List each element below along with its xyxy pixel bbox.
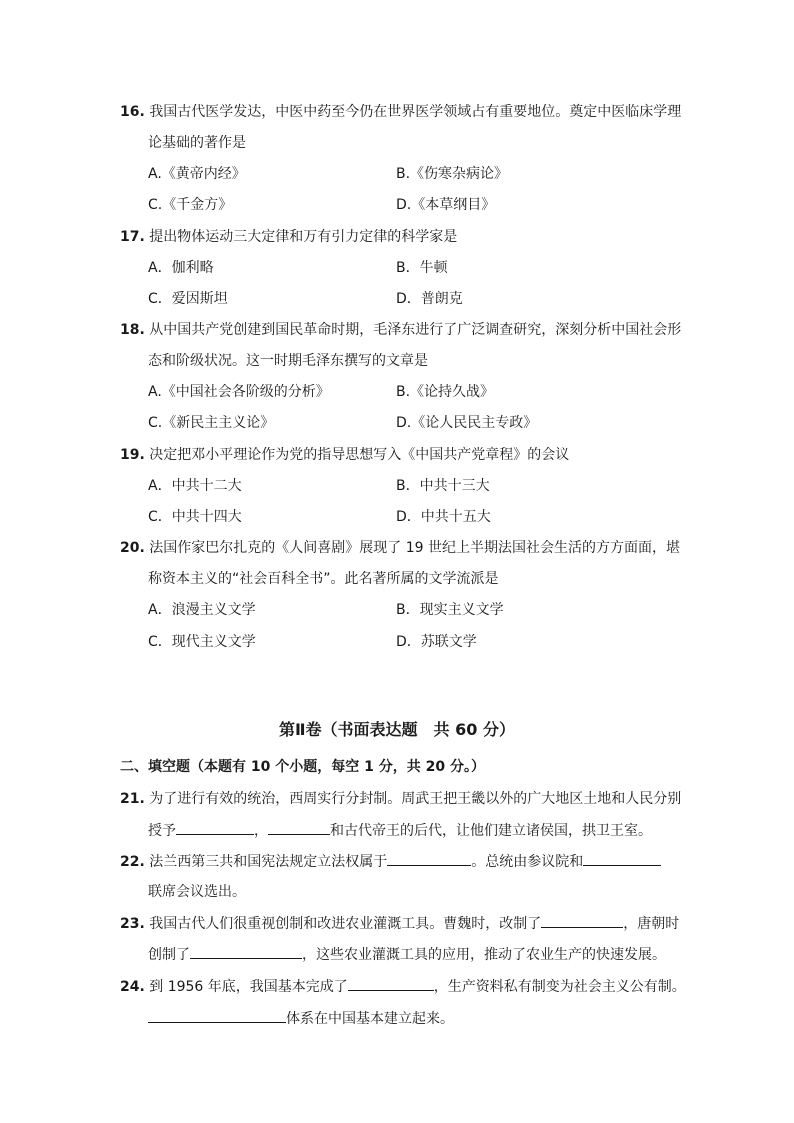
option-a: A．伽利略 xyxy=(148,260,214,276)
stem-text: ，唐朝时 xyxy=(623,916,680,932)
option-d: D.《论人民民主专政》 xyxy=(396,415,538,431)
question-number: 17. xyxy=(120,229,145,245)
answer-blank[interactable] xyxy=(148,1008,286,1023)
stem-text: 到 1956 年底，我国基本完成了 xyxy=(149,979,348,995)
stem-text: 和古代帝王的后代，让他们建立诸侯国，拱卫王室。 xyxy=(330,823,652,839)
question-stem-continued: 联席会议选出。 xyxy=(148,884,246,900)
option-d: D．苏联文学 xyxy=(396,634,477,650)
section-heading: 二、填空题（本题有 10 个小题，每空 1 分，共 20 分。） xyxy=(120,759,485,775)
question-stem: 我国古代医学发达，中医中药至今仍在世界医学领域占有重要地位。奠定中医临床学理 xyxy=(149,104,682,120)
option-d: D.《本草纲目》 xyxy=(396,197,496,213)
option-b: B．中共十三大 xyxy=(396,478,490,494)
option-d: D．普朗克 xyxy=(396,291,463,307)
option-b: B．现实主义文学 xyxy=(396,602,504,618)
question-stem: 法国作家巴尔扎克的《人间喜剧》展现了 19 世纪上半期法国社会生活的方方面面，堪 xyxy=(149,540,680,556)
part-2-title: 第Ⅱ卷（书面表达题 共 60 分） xyxy=(279,720,515,739)
question-stem: 决定把邓小平理论作为党的指导思想写入《中国共产党章程》的会议 xyxy=(149,447,570,463)
option-b: B．牛顿 xyxy=(396,260,448,276)
stem-text: 体系在中国基本建立起来。 xyxy=(286,1011,454,1027)
question-stem-continued: 态和阶级状况。这一时期毛泽东撰写的文章是 xyxy=(148,353,428,369)
question-number: 16. xyxy=(120,104,145,120)
answer-blank[interactable] xyxy=(583,851,661,866)
question-number: 21. xyxy=(120,791,145,807)
option-c: C.《新民主主义论》 xyxy=(148,415,275,431)
answer-blank[interactable] xyxy=(541,913,623,928)
question-number: 23. xyxy=(120,916,145,932)
question-number: 19. xyxy=(120,447,145,463)
question-number: 22. xyxy=(120,854,145,870)
stem-text: ，生产资料私有制变为社会主义公有制。 xyxy=(433,979,686,995)
answer-blank[interactable] xyxy=(387,851,471,866)
stem-text: 授予 xyxy=(148,823,176,839)
stem-text: ，这些农业灌溉工具的应用，推动了农业生产的快速发展。 xyxy=(302,947,666,963)
question-stem: 提出物体运动三大定律和万有引力定律的科学家是 xyxy=(149,229,458,245)
stem-text: 。总统由参议院和 xyxy=(471,854,584,870)
question-number: 20. xyxy=(120,540,145,556)
option-c: C．中共十四大 xyxy=(148,509,242,525)
option-a: A.《黄帝内经》 xyxy=(148,166,246,182)
answer-blank[interactable] xyxy=(268,820,330,835)
question-stem-continued: 称资本主义的“社会百科全书”。此名著所属的文学流派是 xyxy=(148,571,499,587)
answer-blank[interactable] xyxy=(190,944,302,959)
question-number: 24. xyxy=(120,979,145,995)
option-c: C．爱因斯坦 xyxy=(148,291,228,307)
stem-text: 我国古代人们很重视创制和改进农业灌溉工具。曹魏时，改制了 xyxy=(149,916,542,932)
question-stem-continued: 论基础的著作是 xyxy=(148,135,246,151)
option-a: A．中共十二大 xyxy=(148,478,242,494)
stem-text: 创制了 xyxy=(148,947,190,963)
option-b: B.《伤寒杂病论》 xyxy=(396,166,509,182)
question-stem: 为了进行有效的统治，西周实行分封制。周武王把王畿以外的广大地区土地和人民分别 xyxy=(149,791,682,807)
stem-text: ， xyxy=(254,823,268,839)
answer-blank[interactable] xyxy=(176,820,254,835)
option-c: C．现代主义文学 xyxy=(148,634,256,650)
option-d: D．中共十五大 xyxy=(396,509,491,525)
option-a: A.《中国社会各阶级的分析》 xyxy=(148,384,330,400)
option-c: C.《千金方》 xyxy=(148,197,233,213)
option-a: A．浪漫主义文学 xyxy=(148,602,256,618)
question-stem: 从中国共产党创建到国民革命时期，毛泽东进行了广泛调查研究，深刻分析中国社会形 xyxy=(149,322,682,338)
option-b: B.《论持久战》 xyxy=(396,384,495,400)
question-number: 18. xyxy=(120,322,145,338)
stem-text: 法兰西第三共和国宪法规定立法权属于 xyxy=(149,854,388,870)
answer-blank[interactable] xyxy=(348,976,434,991)
